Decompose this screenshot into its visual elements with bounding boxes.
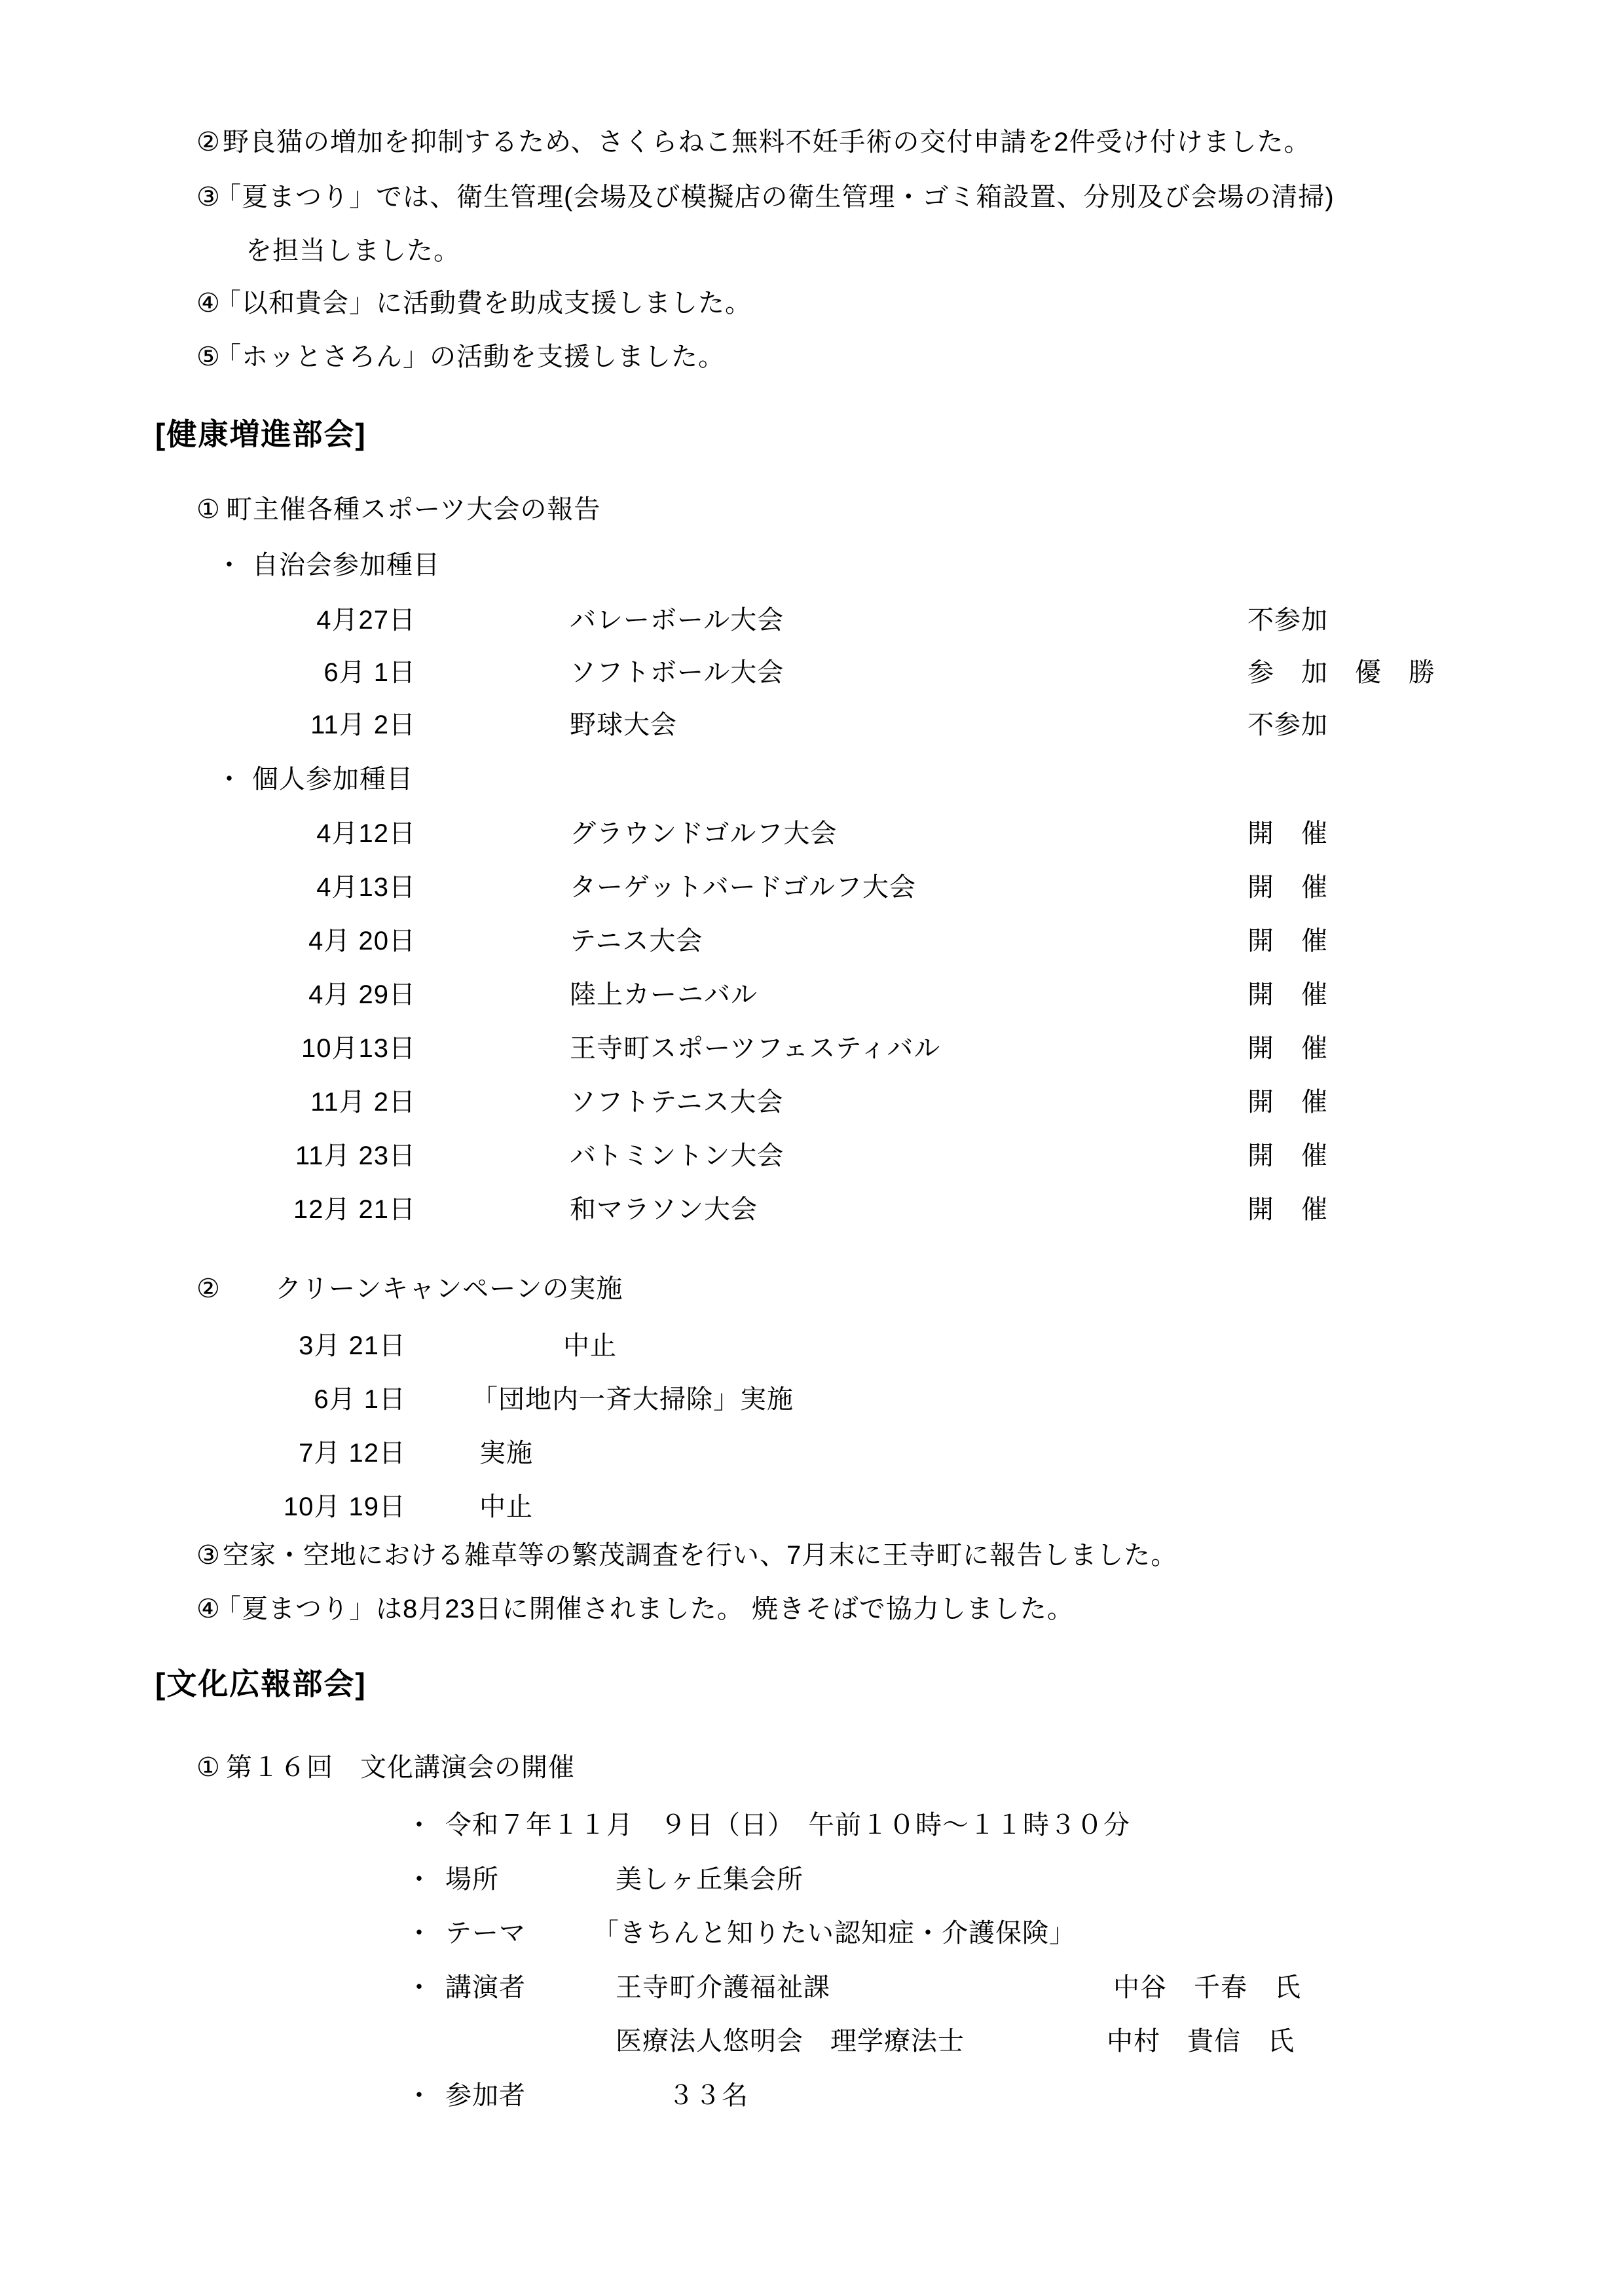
row-event: バレーボール大会 (570, 606, 784, 635)
row-date: 11月 23日 (295, 1141, 416, 1170)
row-event: バトミントン大会 (570, 1141, 784, 1170)
row-status: 開 催 (1247, 927, 1328, 955)
row-status: 開 催 (1247, 1034, 1328, 1063)
list-marker-2: ② (196, 128, 221, 157)
row-status: 開 催 (1247, 819, 1328, 848)
row-status: 参 加 優 勝 (1247, 658, 1435, 687)
row-status: 不参加 (1247, 711, 1328, 739)
list-item-text: 野良猫の増加を抑制するため、さくらねこ無料不妊手術の交付申請を2件受け付けました。 (223, 128, 1311, 157)
speaker2-org: 医療法人悠明会 理学療法士 (616, 2027, 965, 2056)
row-status: 開 催 (1247, 1141, 1328, 1170)
list-item-text: 「夏まつり」は8月23日に開催されました。 焼きそばで協力しました。 (215, 1595, 1074, 1623)
list-marker-1: ① (196, 495, 221, 524)
list-item-text: 「以和貴会」に活動費を助成支援しました。 (215, 289, 752, 318)
section-header-culture: [文化広報部会] (155, 1667, 367, 1701)
row-status: 中止 (479, 1492, 533, 1521)
bullet-dot: ・ (406, 1973, 433, 2002)
bullet-dot: ・ (216, 765, 243, 794)
row-date: 6月 1日 (314, 1385, 406, 1414)
row-event: グラウンドゴルフ大会 (570, 819, 838, 848)
row-status: 開 催 (1247, 980, 1328, 1009)
event-datetime: 令和７年１１月 ９日（日） 午前１０時～１１時３０分 (445, 1811, 1130, 1840)
row-date: 4月13日 (316, 873, 416, 902)
list-marker-5: ⑤ (196, 343, 221, 371)
list-marker-1: ① (196, 1753, 221, 1782)
row-date: 10月 19日 (283, 1492, 406, 1521)
speaker-name: 中谷 千春 氏 (1113, 1973, 1301, 2002)
row-event: 野球大会 (570, 711, 677, 739)
list-item-text: 空家・空地における雑草等の繁茂調査を行い、7月末に王寺町に報告しました。 (223, 1541, 1178, 1570)
speaker-label: 講演者 (445, 1973, 526, 2002)
row-status: 中止 (563, 1331, 617, 1360)
row-date: 4月 29日 (308, 980, 416, 1009)
list-item-continuation: を担当しました。 (246, 236, 460, 265)
row-event: 和マラソン大会 (570, 1195, 758, 1224)
row-event: ターゲットバードゴルフ大会 (570, 873, 916, 902)
row-event: 陸上カーニバル (570, 980, 758, 1009)
row-event: ソフトテニス大会 (570, 1088, 784, 1117)
row-status: 不参加 (1247, 606, 1328, 635)
row-date: 10月13日 (301, 1034, 416, 1063)
row-date: 3月 21日 (299, 1331, 406, 1360)
theme-label: テーマ (445, 1919, 526, 1948)
list-item-text: クリーンキャンペーンの実施 (275, 1274, 623, 1303)
list-item-text: 第１６回 文化講演会の開催 (226, 1753, 575, 1782)
bullet-label: 個人参加種目 (252, 765, 413, 794)
list-marker-4: ④ (196, 1595, 221, 1623)
row-status: 開 催 (1247, 873, 1328, 902)
bullet-dot: ・ (406, 1865, 433, 1894)
row-date: 12月 21日 (293, 1195, 416, 1224)
bullet-dot: ・ (406, 1919, 433, 1948)
row-status: 開 催 (1247, 1195, 1328, 1224)
row-status: 「団地内一斉大掃除」実施 (471, 1385, 794, 1414)
row-status: 開 催 (1247, 1088, 1328, 1117)
row-event: 王寺町スポーツフェスティバル (570, 1034, 941, 1063)
list-item-text: 「ホッとさろん」の活動を支援しました。 (215, 343, 725, 371)
bullet-dot: ・ (216, 551, 243, 580)
row-date: 6月 1日 (323, 658, 416, 687)
list-marker-4: ④ (196, 289, 221, 318)
bullet-label: 自治会参加種目 (252, 551, 440, 580)
place-label: 場所 (445, 1865, 499, 1894)
row-date: 11月 2日 (310, 711, 416, 739)
speaker2-name: 中村 貴信 氏 (1107, 2027, 1295, 2056)
row-date: 4月27日 (316, 606, 416, 635)
row-status: 実施 (479, 1439, 533, 1468)
list-marker-3: ③ (196, 183, 221, 212)
row-date: 7月 12日 (299, 1439, 406, 1468)
section-header-health: [健康増進部会] (155, 417, 367, 451)
row-date: 4月12日 (316, 819, 416, 848)
bullet-dot: ・ (406, 2081, 433, 2110)
row-event: ソフトボール大会 (570, 658, 784, 687)
participants-label: 参加者 (445, 2081, 526, 2110)
list-marker-2: ② (196, 1274, 221, 1303)
theme-value: 「きちんと知りたい認知症・介護保険」 (593, 1919, 1076, 1948)
row-event: テニス大会 (570, 927, 703, 955)
row-date: 11月 2日 (310, 1088, 416, 1117)
row-date: 4月 20日 (308, 927, 416, 955)
place-value: 美しヶ丘集会所 (616, 1865, 803, 1894)
bullet-dot: ・ (406, 1811, 433, 1840)
participants-value: ３３名 (668, 2081, 748, 2110)
list-marker-3: ③ (196, 1541, 221, 1570)
list-item-text: 「夏まつり」では、衛生管理(会場及び模擬店の衛生管理・ゴミ箱設置、分別及び会場の清掃) (215, 183, 1335, 212)
speaker-org: 王寺町介護福祉課 (616, 1973, 830, 2002)
list-item-text: 町主催各種スポーツ大会の報告 (226, 495, 601, 524)
